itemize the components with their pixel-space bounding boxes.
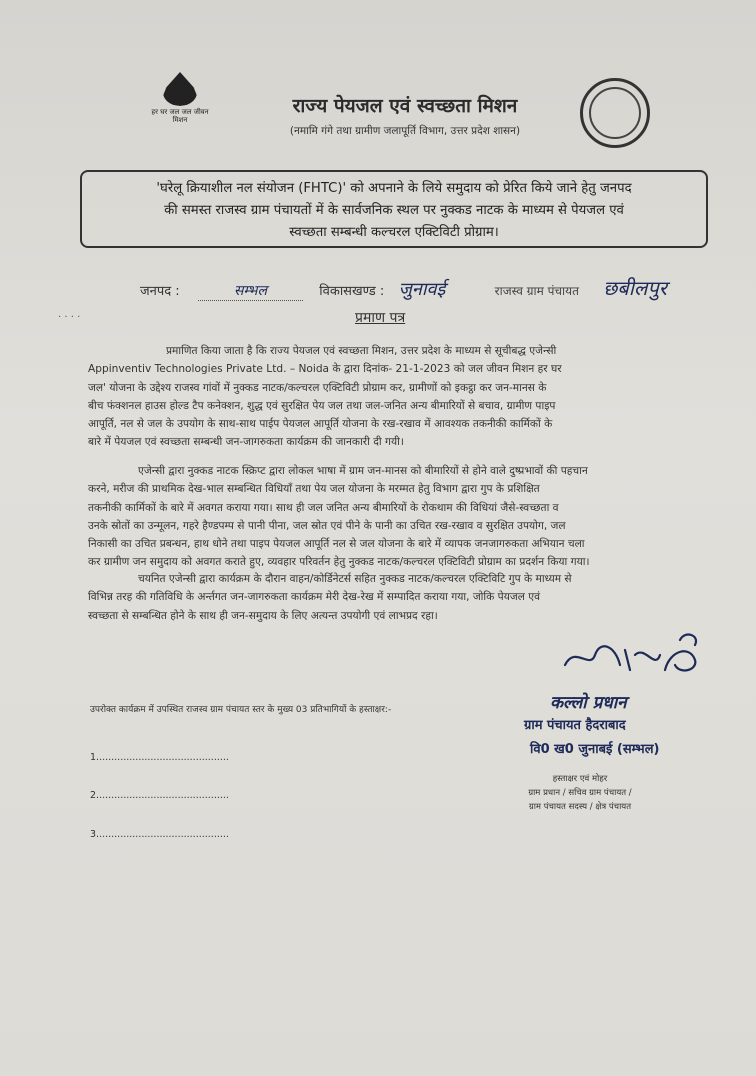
org-subtitle: (नमामि गंगे तथा ग्रामीण जलापूर्ति विभाग, उत्तर प्रदेश शासन)	[289, 125, 521, 137]
sig-caption-line-3: ग्राम पंचायत सदस्य / क्षेत्र पंचायत	[528, 802, 632, 812]
banner-line-2: की समस्त राजस्व ग्राम पंचायतों में के सार्वजनिक स्थल पर नुक्कड नाटक के माध्यम से पेयजल एवं	[164, 203, 624, 218]
block-value: जुनावई	[398, 279, 446, 300]
banner-line-3: स्वच्छता सम्बन्धी कल्चरल एक्टिविटी प्रोग्राम।	[289, 225, 499, 240]
p2-line-b: करने, मरीज की प्राथमिक देख-भाल सम्बन्धित विधियाँ तथा पेय जल योजना के मरम्मत हेतु विभाग द्वारा गुप के प्रशिक्षित	[88, 483, 540, 496]
org-header	[250, 92, 560, 138]
location-fields	[140, 274, 667, 301]
paragraph-2	[88, 462, 714, 572]
banner-line-1: 'घरेलू क्रियाशील नल संयोजन (FHTC)' को अपनाने के लिये समुदाय को प्रेरित किये जाने हेतु जनपद	[156, 181, 632, 196]
district-value: सम्भल	[198, 281, 303, 301]
district-label: जनपद :	[140, 284, 180, 299]
sig-caption-line-2: ग्राम प्रधान / सचिव ग्राम पंचायत /	[528, 788, 632, 798]
p3-line-c: स्वच्छता से सम्बन्धित होने के साथ ही जन-समुदाय के लिए अत्यन्त उपयोगी एवं लाभप्रद रहा।	[88, 609, 438, 622]
signature-blank-3: 3............................................	[90, 829, 229, 840]
signature-caption	[490, 772, 670, 814]
p1-line-f: बारे में पेयजल एवं स्वच्छता सम्बन्धी जन-जागरुकता कार्यक्रम की जानकारी दी गयी।	[88, 436, 404, 449]
signature-blank-1: 1............................................	[90, 752, 229, 763]
p2-line-e: निकासी का उचित प्रबन्धन, हाथ धोने तथा पाइप पेयजल आपूर्ति नल से जल योजना के बारे में व्यापक जनजागरुकता अभियान चला	[88, 538, 585, 551]
sig-caption-line-1: हस्ताक्षर एवं मोहर	[552, 774, 608, 784]
p1-line-d: बीच फंक्शनल हाउस होल्ड टैप कनेक्शन, शुद्ध एवं सुरक्षित पेय जल तथा जल-जनित अन्य बीमारियों से बचाव, ग्रामीण पाइप	[88, 399, 556, 412]
stamp-name: कल्लो प्रधान	[550, 693, 627, 713]
village-label: राजस्व ग्राम पंचायत	[494, 284, 579, 298]
p1-line-b: Appinventiv Technologies Private Ltd. – Noida के द्वारा दिनांक- 21-1-2023 को जल जीवन मिशन हर घर	[88, 363, 562, 376]
jal-jeevan-mission-logo	[150, 72, 210, 142]
stamp-location: वि0 ख0 जुनाबई (सम्भल)	[530, 742, 660, 757]
participants-note: उपरोक्त कार्यक्रम में उपस्थित राजस्व ग्राम पंचायत स्तर के मुख्य 03 प्रतिभागियों के हस्ताक्षर:-	[90, 705, 392, 715]
handwritten-signature	[560, 625, 710, 685]
p2-line-f: कर ग्रामीण जन समुदाय को अवगत कराते हुए, व्यवहार परिवर्तन हेतु नुक्कड नाटक/कल्चरल एक्टिविटी प्रोग्राम का प्रदर्शन किया गया।	[88, 556, 590, 569]
stamp-designation: ग्राम पंचायत हैदराबाद	[524, 718, 626, 733]
village-value: छबीलपुर	[603, 276, 667, 300]
paragraph-1	[88, 342, 714, 452]
block-label: विकासखण्ड :	[319, 284, 385, 299]
p3-line-b: विभिन्न तरह की गतिविधि के अर्न्तगत जन-जागरुकता कार्यक्रम मेरी देख-रेख में सम्पादित कराया गया, जोकि पेयजल एवं	[88, 591, 540, 604]
margin-marks: · · · ·	[58, 312, 81, 323]
org-title: राज्य पेयजल एवं स्वच्छता मिशन	[292, 95, 518, 117]
p1-line-a: प्रमाणित किया जाता है कि राज्य पेयजल एवं स्वच्छता मिशन, उत्तर प्रदेश के माध्यम से सूचीबद्ध एजेन्सी	[166, 345, 557, 357]
p1-line-c: जल' योजना के उद्देश्य राजस्व गांवों में नुक्कड नाटक/कल्चरल एक्टिविटी प्रोग्राम कर, ग्रामीणों को इकट्ठा कर जन-मानस के	[88, 381, 547, 394]
p3-line-a: चयनित एजेन्सी द्वारा कार्यक्रम के दौरान वाहन/कोर्डिनेटर्स सहित नुक्कड नाटक/कल्चरल एक्टिविटि गुप के माध्यम से	[138, 573, 572, 585]
p1-line-e: आपूर्ति, नल से जल के उपयोग के साथ-साथ पाईप पेयजल आपूर्ति योजना के रख-रखाव में आवश्यक तकनीकी कार्मिकों के	[88, 418, 553, 431]
certificate-title: प्रमाण पत्र	[355, 310, 406, 326]
p2-line-a: एजेन्सी द्वारा नुक्कड नाटक स्क्रिप्ट द्वारा लोकल भाषा में ग्राम जन-मानस को बीमारियों से होने वाले दुष्प्रभावों की पहचान	[138, 465, 588, 477]
signature-blank-2: 2............................................	[90, 790, 229, 801]
program-banner	[80, 170, 708, 248]
pradhan-stamp	[520, 690, 720, 757]
left-logo-text: हर घर जल जल जीवन मिशन	[151, 108, 209, 124]
water-drop-icon	[163, 72, 197, 106]
paragraph-3	[88, 570, 714, 625]
up-government-seal-icon	[580, 78, 650, 148]
p2-line-c: तकनीकी कार्मिकों के बारे में अवगत कराया गया। साथ ही जल जनित अन्य बीमारियों के रोकथाम की विधियां जैसे-स्वच्छता व	[88, 501, 559, 514]
p2-line-d: उनके स्रोतों का उन्मूलन, गहरे हैण्डपम्प से पानी पीना, जल स्रोत एवं पीने के पानी का उचित रख-रखाव व सुरक्षित उपयोग, जल	[88, 519, 566, 532]
